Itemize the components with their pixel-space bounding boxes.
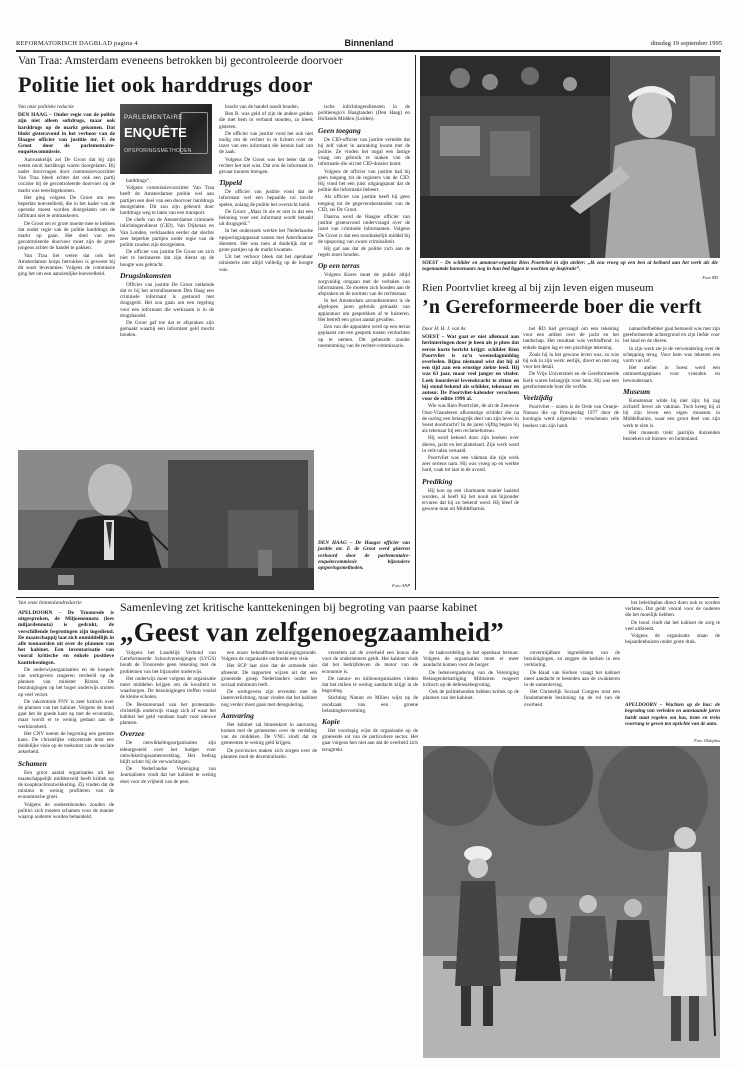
story3-paragraph: De werkgevers zijn tevreden met de lastenverlichting, maar vinden dat het kabinet nog verder moet gaan met deregulering. xyxy=(221,689,317,708)
story2-column-2 xyxy=(523,326,619,590)
story3-column-4 xyxy=(322,650,418,1050)
story1-kicker: Van Traa: Amsterdam eveneens betrokken bij gecontroleerde doorvoer xyxy=(18,55,343,67)
story2-kicker: Rien Poortvliet kreeg al bij zijn leven eigen museum xyxy=(422,282,654,294)
story3-subhead: Aanvaring xyxy=(221,710,254,720)
story2-subhead: Veelzijdig xyxy=(523,393,553,403)
story3-paragraph: Ook de politiebonden hebben kritiek op de plannen van het kabinet. xyxy=(423,689,519,702)
story3-paragraph: Het Christelijk Sociaal Congres mist een fundamentele bezinning op de rol van de overheid. xyxy=(524,689,620,708)
story3-photo-credit: Foto Oldeplas xyxy=(694,738,720,743)
story1-column-1 xyxy=(18,104,115,448)
story3-paragraph: De onderwijsorganisaties en de koepels van werkgevers reageren verdeeld op de plannen van minister Ritzen. De bezuinigingen op het hoger onderwijs stuiten op veel verzet. xyxy=(18,666,114,698)
story3-column-6 xyxy=(524,650,620,742)
story2-paragraph: De Vrije Universiteit en de Gereformeerde Kerk waren belangrijk voor hem. Hij was een gereformeerde boer die verfde. xyxy=(523,371,619,390)
story1-paragraph: ische inlichtingendiensten in de politieregio's Haaglanden (Den Haag) en Hollands Midden (Leiden). xyxy=(318,104,410,123)
story2-photo xyxy=(420,56,720,258)
story1-paragraph: De officier van justitie De Groot zei zich niet te herinneren dat zijn dienst op de hoogte was gebracht. xyxy=(120,249,214,268)
story1-subhead: Geen toegang xyxy=(318,125,361,135)
story3-paragraph: De ledenvergadering van de Vereniging Belangenbehartiging Militairen reageert kritisch op de defensiebegroting. xyxy=(423,669,519,689)
story1-column-2 xyxy=(120,178,214,448)
story2-paragraph: Wie was Rien Poortvliet, de uit de Zeeuwse Oost-Vlaanderen afkomstige schilder die na de oorlog een belangrijk deel van zijn leven in Soest doorbracht? In de jaren vijftig begon hij als tekenaar bij een reclamebureau. xyxy=(422,403,519,435)
story3-paragraph: De bond vindt dat het kabinet de zorg te veel uitkleedt. xyxy=(625,619,720,632)
story1-column-3 xyxy=(219,104,313,448)
story3-column-2 xyxy=(120,650,216,1050)
story3-paragraph: Het CNV noemt de begroting een gemiste kans. De christelijke vakcentrale mist een duidelijke visie op de toekomst van de sociale zekerheid. xyxy=(18,730,114,756)
story1-photo-caption: DEN HAAG – De Haagse officier van justitie mr. F. de Groot werd gisteren verhoord door de parlementaire-enquêtecommissie bijzondere opsporingsmethoden. xyxy=(318,540,410,572)
story3-paragraph: De Besturenraad van het protestants-christelijk onderwijs vraagt zich af waar het kabinet het geld vandaan haalt voor nieuwe plannen. xyxy=(120,701,216,727)
masthead-date: dinsdag 19 september 1995 xyxy=(650,40,722,47)
story3-subhead: Schamen xyxy=(18,758,47,768)
enquete-logo-line2: ENQUÊTE xyxy=(124,125,187,140)
story1-photo xyxy=(18,450,314,590)
story2-paragraph: Kunstenaar wilde hij niet zijn; hij zag zichzelf liever als vakman. Toch kreeg hij al bij zijn leven een eigen museum in Middelharnis, waar een groot deel van zijn werk te zien is. xyxy=(623,397,720,429)
story2-photo-image xyxy=(420,56,720,258)
story2-paragraph: het RD had gevraagd om een tekening voor een artikel over de jacht en het landschap. Het resultaat was verbluffend: in enkele dagen lag er een prachtige tekening. xyxy=(523,326,619,351)
story3-paragraph: De ontwikkelingsorganisaties zijn teleurgesteld over het budget voor ontwikkelingssamenwerking. Het bedrag blijft achter bij de verwachtingen. xyxy=(120,740,216,766)
story3-photo-caption: APELDOORN – Wachten op de bus: de begroting van verleden en aanstaande jaren hardt staat regelen om bus, tram en trein voorrang te geven ten opzichte van de auto. xyxy=(625,702,720,727)
story1-subhead: Tippeld xyxy=(219,178,243,188)
story3-photo-image xyxy=(423,746,720,1058)
story3-kicker: Samenleving zet kritische kanttekeningen bij begroting van paarse kabinet xyxy=(120,600,478,614)
masthead-rule xyxy=(16,50,721,52)
story1-paragraph: De officier van justitie vond het ook niet nodig om de rechter in te lichten over de inzet van een informant die kennis had van de zaak. xyxy=(219,130,313,156)
story2-column-3 xyxy=(623,326,720,590)
story1-subhead: Drugsinkomsten xyxy=(120,270,172,280)
story2-paragraph: Het atelier in Soest werd een ontmoetingsplaats voor vrienden en bewonderaars. xyxy=(623,365,720,384)
story3-paragraph: Het onderwijs moet volgens de organisatie meer middelen krijgen om de kwaliteit te waarborgen. De bezuinigingen treffen vooral de kleine scholen. xyxy=(120,675,216,701)
story1-paragraph: Een van die apparaten werd op een terras geplaatst om een gesprek tussen verdachten op te nemen. Dit gebeurde zonder toestemming van de rechter-commissaris. xyxy=(318,324,410,349)
story3-column-3 xyxy=(221,650,317,1050)
story1-paragraph: De Groot zei er grote moeite mee te hebben dat onder regie van de politie harddrugs de markt op gaan. Het doel van een gecontroleerde doorvoer moet zijn de grote jongens achter de handel te pakken. xyxy=(18,220,115,252)
story2-paragraph: natuurliefhebber gaat bemoeid was met zijn gereformeerde achtergrond en zijn liefde voor het land en de dieren. xyxy=(623,326,720,345)
story2-paragraph: Hij werd bekend door zijn boeken over dieren, jacht en het platteland. Zijn werk werd in vele talen vertaald. xyxy=(422,435,519,454)
story3-subhead: Kopie xyxy=(322,717,340,727)
story1-paragraph: Als officier van justitie heeft hij geen toegang tot de gegevensbestanden van de CID, zei De Groot. xyxy=(318,194,410,213)
story1-paragraph: De Groot: „Maar ik zie er niet in dat een beloning voor een informant wordt betaald uit drugsgeld.” xyxy=(219,208,313,228)
story1-paragraph: Uit het verhoor bleek dat het openbaar ministerie niet altijd volledig op de hoogte was. xyxy=(219,254,313,273)
story1-paragraph: Het ging volgens De Groot om een beperkte hoeveelheid, die in het kader van de operatie moest worden doorgelaten om de infiltrant niet te ontmaskeren. xyxy=(18,194,115,220)
story1-paragraph: De CID-officier van justitie vertelde dat hij zelf vaker in aanraking kwam met de politie. Ze vinden het nogal een lastige vraag om gebruik te maken van de informatie die uit het CID-dossier komt. xyxy=(318,136,410,168)
story3-paragraph: De natuur- en milieuorganisaties vinden dat het milieu te weinig aandacht krijgt in de begroting. xyxy=(322,675,418,695)
story3-paragraph: Een groot aantal organisaties uit het maatschappelijk middenveld heeft kritiek op de koopkrachtontwikkeling. Zij vinden dat de minima te weinig profiteren van de economische groei. xyxy=(18,769,114,801)
story2-lead: SOEST – Wat gaat er niet allemaal aan herinneringen door je heen als je plots dat eerste korte bericht krijgt: schilder Rien Poortvliet is zo’n woensdagmiddag overleden. Bijna niemand wist dat hij al een tijd aan een ernstige ziekte leed. Hij was 63 jaar, maar veel jonger en vitaler. Leek bourdevol levenskracht te zitten en hij stond bekend als schilder, tekenaar en auteur. De Poortvliet-kalender verscheen voor de editie 1996 al. xyxy=(422,334,519,403)
story2-headline: ’n Gereformeerde boer die verft xyxy=(422,296,702,318)
story3-byline: Van onze binnenlandredactie xyxy=(18,600,82,606)
story1-photo-image xyxy=(18,450,314,590)
enquete-logo-line1: PARLEMENTAIRE xyxy=(124,114,184,121)
story3-paragraph: De provincies maken zich zorgen over de plannen rond de decentralisatie. xyxy=(221,747,317,760)
story1-paragraph: Volgens De Groot was het beter dat de rechter het niet wist. Dat zou de informant in gevaar kunnen brengen. xyxy=(219,156,313,176)
enquete-logo-line3: OPSPORINGSMETHODEN xyxy=(124,148,192,154)
story2-column-1 xyxy=(422,326,519,590)
story1-paragraph: In het onderzoek werkte het Nederlandse opsporingsapparaat samen met Amerikaanse diensten. Het was toen al duidelijk dat er grote partijen op de markt kwamen. xyxy=(219,228,313,254)
story3-paragraph: Stichting Natuur en Milieu wijst op de noodzaak van een groene belastinghervorming. xyxy=(322,695,418,714)
story3-paragraph: De vakcentrale FNV is zeer kritisch over de plannen van het kabinet. Volgens de bond gaat het de goede kant op met de economie, maar wordt er te weinig gedaan aan de werkloosheid. xyxy=(18,698,114,730)
story3-paragraph: het beleidsplan direct doen ook te worden verlaten. Dat geldt vooral voor de ouderen die het moeilijk hebben. xyxy=(625,600,720,619)
story1-paragraph: Officier van justitie De Groot ontkende dat er bij het arrondissement Den Haag een criminele informant is gestuurd met drugsgeld. Het zou gaan om een regeling voor een informant die werkzaam is in de drugshandel. xyxy=(120,281,214,319)
story1-byline: Van onze politieke redactie xyxy=(18,104,74,110)
story3-photo xyxy=(423,746,720,1058)
story1-paragraph: Volgens Koers moet de politie altijd zorgvuldig omgaan met de verhalen van informanten. Ze moeten zich houden aan de afspraken en de normen van de rechtsstaat. xyxy=(318,272,410,298)
story3-paragraph: De Raad van Kerken vraagt het kabinet meer aandacht te besteden aan de zwakkeren in de samenleving. xyxy=(524,669,620,689)
story1-paragraph: harddrugs”. xyxy=(126,178,151,184)
story1-column-4 xyxy=(318,104,410,588)
story3-paragraph: verzetten zal de overheid een bonus die voor de ondernemers geldt. Het kabinet vindt dat het bedrijfsleven de motor van de economie is. xyxy=(322,650,418,675)
story2-paragraph: Poortvliet was een vakman die zijn werk zeer serieus nam. Hij was vroeg op en werkte hard, vaak tot laat in de avond. xyxy=(422,455,519,474)
story1-paragraph: De chefs van de Amsterdamse criminele inlichtingendienst (CID), Van Dijkman en Van Londen, verklaarden eerder dat slechts zeer beperkte partijen onder regie van de politie zouden zijn doorgelaten. xyxy=(120,217,214,249)
story3-lead: APELDOORN – De Troonrede is uitgesproken, de Miljoenennota (lees miljardennota) is gedrukt, de verschillende begrotingen zijn ingediend. De maatschappij laat zich onmiddellijk in alle toonaarden uit over de plannen van het kabinet. Een inventarisatie van vooral kritische en enkele positieve kanttekeningen. xyxy=(18,610,114,666)
story2-byline: Door H. H. J. van As xyxy=(422,326,466,332)
story2-paragraph: Hij kon op een charmante manier laaiend worden, al heeft hij het nooit als bijzonder ervaren dat hij zo bekend werd. Hij bleef de gewone man uit Middelharnis. xyxy=(422,487,519,513)
story3-paragraph: de taakverdeling in het openbaar bestuur. Volgens de organisaties moet er meer aandacht komen voor de burger. xyxy=(423,650,519,669)
story2-paragraph: Het museum trekt jaarlijks duizenden bezoekers uit binnen- en buitenland. xyxy=(623,429,720,443)
story1-paragraph: Volgens commissievoorzitter Van Traa heeft de Amsterdamse politie wel aan partijen een deel van een doorvoer harddrugs doorgelaten. Dit zou zijn gebeurd door harddrugs weg te laten van een transport. xyxy=(120,185,214,217)
story3-paragraph: een onzer beheaftbare bezuinigingsronde. Volgens de organisatie ontbreekt een visie. xyxy=(221,650,317,663)
story3-paragraph: Het kabinet zal binnenkort in aanvaring komen met de gemeenten over de verdeling van de middelen. De VNG vindt dat de gemeenten te weinig geld krijgen. xyxy=(221,721,317,747)
story3-subhead: Overzee xyxy=(120,729,145,739)
story2-subhead: Prediking xyxy=(422,476,453,486)
story3-paragraph: Het SCP laat zien dat de armoede niet afneemt. De rapporten wijzen uit dat een groeiende groep Nederlanders onder het sociaal minimum leeft. xyxy=(221,663,317,689)
story1-photo-credit: Foto ANP xyxy=(391,583,410,588)
section-rule xyxy=(16,597,719,598)
story1-paragraph: De officier van justitie vond dat de informant wel een bepaalde rol mocht spelen, zolang de politie het overzicht hield. xyxy=(219,189,313,208)
story3-column-5 xyxy=(423,650,519,742)
story1-paragraph: bracht van de handel noodt houden. xyxy=(225,104,300,110)
story3-paragraph: Volgens het Landelijk Verbond van Gereformeerde Schoolverenigingen (LVGS) houdt de Troonrede geen rekening met de problemen van het bijzonder onderwijs. xyxy=(120,650,216,675)
story1-subhead: Op een terras xyxy=(318,261,360,271)
story3-column-1 xyxy=(18,610,114,1050)
story1-lead: DEN HAAG – Onder regie van de politie zijn niet alleen softdrugs, maar ook harddrugs op de markt gekomen. Dat blokt gisteravond in het verhoor van de Haagse officier van justitie mr. F. de Groot door de parlementaire-enquêtecommissie. xyxy=(18,112,115,156)
enquete-logo xyxy=(120,104,212,174)
story3-headline: „Geest van zelfgenoegzaamheid” xyxy=(120,617,504,647)
story1-paragraph: Volgens de officier van justitie had hij geen toegang tot de registers van de CID. Hij vond het een juist uitgangspunt dat de politie die informatie beheert. xyxy=(318,168,410,194)
story3-paragraph: onvermijdbare ingrediënten van de bezuinigingen, zo zeggen de kerken in een verklaring. xyxy=(524,650,620,669)
story1-paragraph: In het Amsterdam arrondissement is de afgelopen jaren gebruik gemaakt van apparatuur om gesprekken af te luisteren. Het betreft een groot aantal gevallen. xyxy=(318,298,410,323)
masthead-paper-name: REFORMATORISCH DAGBLAD pagina 4 xyxy=(16,40,138,47)
masthead-section: Binnenland xyxy=(344,38,394,48)
story2-paragraph: In zijn werk zie je de verwondering over de schepping terug. Voor hem was tekenen een vorm van lof. xyxy=(623,345,720,365)
story2-paragraph: Poortvliet – zoiets is de Orde van Oranje-Nassau die op Prinsjesdag 1977 door de koningin werd uitgereikt – verschenen vele boeken van zijn hand. xyxy=(523,404,619,429)
story1-paragraph: Hij gaf aan dat de politie zich aan de regels moet houden. xyxy=(318,246,410,259)
story1-paragraph: Aanvankelijk zei De Groot dat bij zijn weten nooit harddrugs waren doorgelaten. Bij nader doorvragen door commissievoorzitter Van Traa bleek echter dat ook een partij cocaïne bij de gecontroleerde doorvoer op de markt was terechtgekomen. xyxy=(18,156,115,194)
story2-subhead: Museum xyxy=(623,386,651,396)
story3-column-7 xyxy=(625,600,720,700)
story1-paragraph: Van Traa liet weten dat ook het Amsterdamse korps betrokken is geweest bij dit soort leveranties. Volgens de commissie ging het om een aanzienlijke hoeveelheid. xyxy=(18,252,115,278)
story3-paragraph: De Nederlandse Vereniging van Journalisten vindt dat het kabinet te weinig doet voor de vrijheid van de pers. xyxy=(120,766,216,785)
story3-paragraph: Het voorlopig wijst de organisatie op de groeiende rol van de particuliere sector. Het gaat volgens hen niet aan dat de overheid zich terugtrekt. xyxy=(322,728,418,753)
story2-photo-caption: SOEST – De schilder en amateur-organist Rien Poortvliet in zijn atelier: „Ik zou vroeg op een ben al keihard aan het werk als die zogenaamde kunstenaars nog in hun bed liggen te wachten op inspiratie”. xyxy=(422,260,718,273)
story2-paragraph: Zoals hij in het gewone leven was, zo was hij ook in zijn werk: eerlijk, direct en met oog voor het detail. xyxy=(523,351,619,371)
story1-headline: Politie liet ook harddrugs door xyxy=(18,72,313,97)
story3-paragraph: Volgens de organisatie staan de bejaardenhuizen onder grote druk. xyxy=(625,633,720,646)
story1-paragraph: Daarna werd de Haagse officier van justitie gisteravond ondervraagd over de inzet van criminele informanten. Volgens De Groot is dat een noodzakelijk middel bij de opsporing van zware criminaliteit. xyxy=(318,214,410,245)
story1-paragraph: Ben R. was geld of zijn de andere gelden die met hem in verband stonden, zo bleek gisteren. xyxy=(219,111,313,130)
story1-paragraph: De Groot gaf toe dat er afspraken zijn gemaakt waarbij een informant geld mocht houden. xyxy=(120,320,214,339)
column-divider xyxy=(415,55,416,590)
story3-paragraph: Volgens de ouderenbonden zouden de politici zich moeten schamen voor de manier waarop ouderen worden behandeld. xyxy=(18,801,114,821)
story2-photo-credit: Foto RD xyxy=(702,275,718,280)
